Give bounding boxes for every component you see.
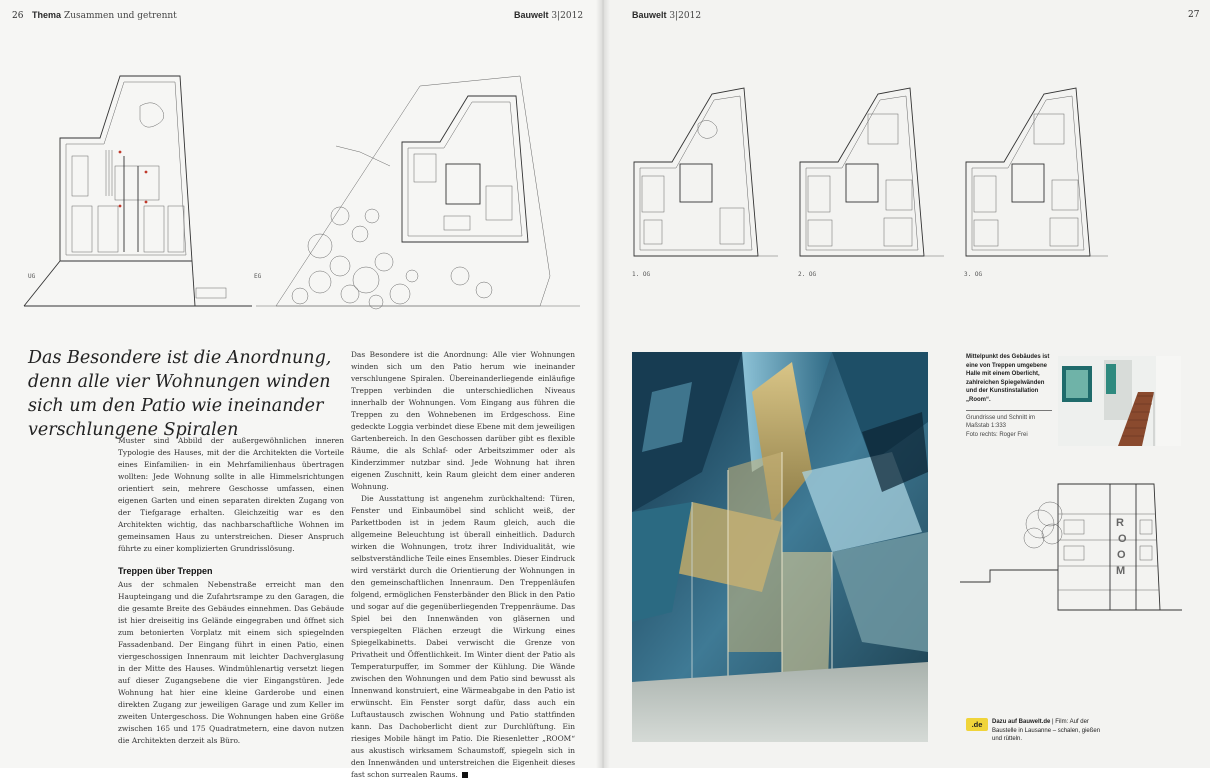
section-title: Thema [32,10,62,20]
text-column-1 [118,435,344,747]
section-subtitle: Zusammen und getrennt [63,11,177,21]
stairwell-photo [1058,356,1181,446]
web-reference[interactable] [966,718,1106,744]
caption-lead: Mittelpunkt des Gebäudes ist eine von Treppen umgebene Halle mit einem Oberlicht, zahlreichen Spiegelwänden und der Kunstinstallation „Room“. [966,354,1050,403]
paragraph-ausstattung: Die Ausstattung ist angenehm zurückhaltend: Türen, Fenster und Einbaumöbel sind schlicht weiß, der Parkettboden ist in jedem Raum gleich, auch die allgemeine Beleuchtung ist überall einheitlich. Dadurch wirken die Wohnungen, trotz ihrer Individualität, wie selbstverständliche Teile eines Ensembles. Dieser Eindruck wird verstärkt durch die Orientierung der Wohnungen in den gemeinschaftlichen Innenraum. Den Treppenläufen folgend, ermöglichen Fensterbänder den Blick in den Patio und sogar auf die gegenüberliegenden Treppenräume. Das Spiel bei den Innenwänden von gläsernen und verspiegelten Flächen erzeugt die Wirkung eines Spiegelkabinetts. Dabei verwischt die Grenze von Privatheit und Öffentlichkeit. Im Winter dient der Patio als Temperaturpuffer, im Sommer der Kühlung. Die Wände zwischen den Wohnungen und dem Patio sind bewusst als Innenwand konstruiert, eine Wärmeabgabe in den Patio ist erwünscht. Ein Fenster sorgt dafür, dass auch ein Luftaustausch zwischen Wohnung und Patio stattfinden kann. Das Dachoberlicht dient zur Durchlüftung. Ein riesiges Mobile hängt im Patio. Die Riesenletter „ROOM“ aus akustisch wirksamem Schaumstoff, spiegeln sich in den Innenwänden und unterstreichen die Eigenheit dieses fast schon surrealen Raums. [351,494,575,779]
stairwell-photo-image [1058,356,1181,446]
floor-plans-og [628,84,1184,284]
paragraph-treppen: Aus der schmalen Nebenstraße erreicht man den Haupteingang und die Zufahrtsrampe zu den Garagen, die die gesamte Breite des Gebäudes einnehmen. Das Gebäude ist hier dreiseitig ins Gelände eingegraben und öffnet sich zum betonierten Vorplatz mit einem sich spiegelnden Fassadenband. Der Eingang führt in einen Patio, einen viergeschossigen Innenraum mit leichter Dachverglasung in der Mitte des Hauses. Windmühlenartig versetzt liegen auf dieser Zugangsebene die vier Eingangstüren. Jede Wohnung hat hier eine kleine Garderobe und einen direkten Zugang zur jeweiligen Garage und zum Keller im zweiten Untergeschoss. Die Wohnungen haben eine Größe zwischen 165 und 175 Quadratmetern, eine davon nutzen die Architekten derzeit als Büro. [118,580,344,745]
building-section-drawing [960,474,1182,616]
intro-paragraph: Muster sind Abbild der außergewöhnlichen inneren Typologie des Hauses, mit der die Architekten die Vorteile eines Einfamilien- in ein Mehrfamilienhaus übertragen wollten: Jede Wohnung sollte in alle Himmelsrichtungen orientiert sein, mehrere Geschosse umfassen, einen eigenen Garten und einen separaten direkten Zugang von der Tiefgarage erhalten. Gleichzeitig war es den Architekten wichtig, das nachbarschaftliche Wohnen im gemeinsamen Haus zu unterstreichen. Dieser Anspruch führte zu einer komplizierten Grundrisslösung. [118,436,344,553]
header-left [12,10,177,21]
end-mark-icon [462,772,468,778]
magazine-name-left: Bauwelt [514,10,549,20]
svg-text:O: O [1118,533,1127,545]
atrium-photo-image [632,352,928,742]
svg-text:R: R [1116,517,1124,529]
page-number-right: 27 [1188,10,1200,20]
web-reference-title[interactable]: Dazu auf Bauwelt.de [992,719,1051,725]
caption-photo-credit: Foto rechts: Roger Frei [966,431,1028,438]
floor-plans-ug-eg [20,66,580,316]
floor-plan-eg [256,76,580,309]
floor-plan-og1 [634,88,778,256]
issue-left: 3|2012 [551,11,584,21]
photo-caption [966,353,1052,439]
caption-scale-note: Grundrisse und Schnitt im Maßstab 1:333 [966,414,1036,430]
paragraph-anordnung: Das Besondere ist die Anordnung: Alle vier Wohnungen winden sich um den Patio herum wie ineinander verschlungene Spiralen. Übereinanderliegende einläufige Treppen verbinden die unterschiedlichen Niveaus innerhalb der Wohnungen. Vom Eingang aus führen die Treppen zu den Wohnebenen im Erdgeschoss. Eine gedeckte Loggia verbindet diese Ebene mit dem jeweiligen Gartenbereich. In den Geschossen darüber gibt es flexible Räume, die als Schlaf- oder Arbeitszimmer oder als Kinderzimmer nutzbar sind. Jede Wohnung hat ihren eigenen Zuschnitt, kein Raum gleicht dem einer anderen Wohnung. [351,350,575,491]
header-right-magazine [632,10,701,21]
header-left-magazine [514,10,583,21]
label-ug: UG [28,273,36,280]
floor-plan-og3 [966,88,1108,256]
floor-plan-ug [24,76,252,306]
svg-text:M: M [1116,565,1126,577]
page-number-left: 26 [12,11,24,21]
issue-right: 3|2012 [669,11,702,21]
label-og2: 2. OG [798,271,817,278]
floor-plan-og2 [800,88,944,256]
web-reference-text: | Film: Auf der Baustelle in Lausanne – schalen, gießen und rütteln. [992,719,1101,743]
subheading: Treppen über Treppen [118,566,213,576]
atrium-photo [632,352,928,742]
label-eg: EG [254,273,262,280]
caption-divider [966,410,1052,411]
page-gutter [596,0,610,768]
bauwelt-de-badge: .de [966,718,988,731]
text-column-2 [351,349,575,781]
label-og1: 1. OG [632,271,651,278]
label-og3: 3. OG [964,271,983,278]
svg-text:O: O [1117,549,1126,561]
headline: Das Besondere ist die Anordnung, denn alle vier Wohnungen winden sich um den Patio wie ineinander verschlungene Spiralen [28,348,332,440]
magazine-name-right: Bauwelt [632,10,667,20]
